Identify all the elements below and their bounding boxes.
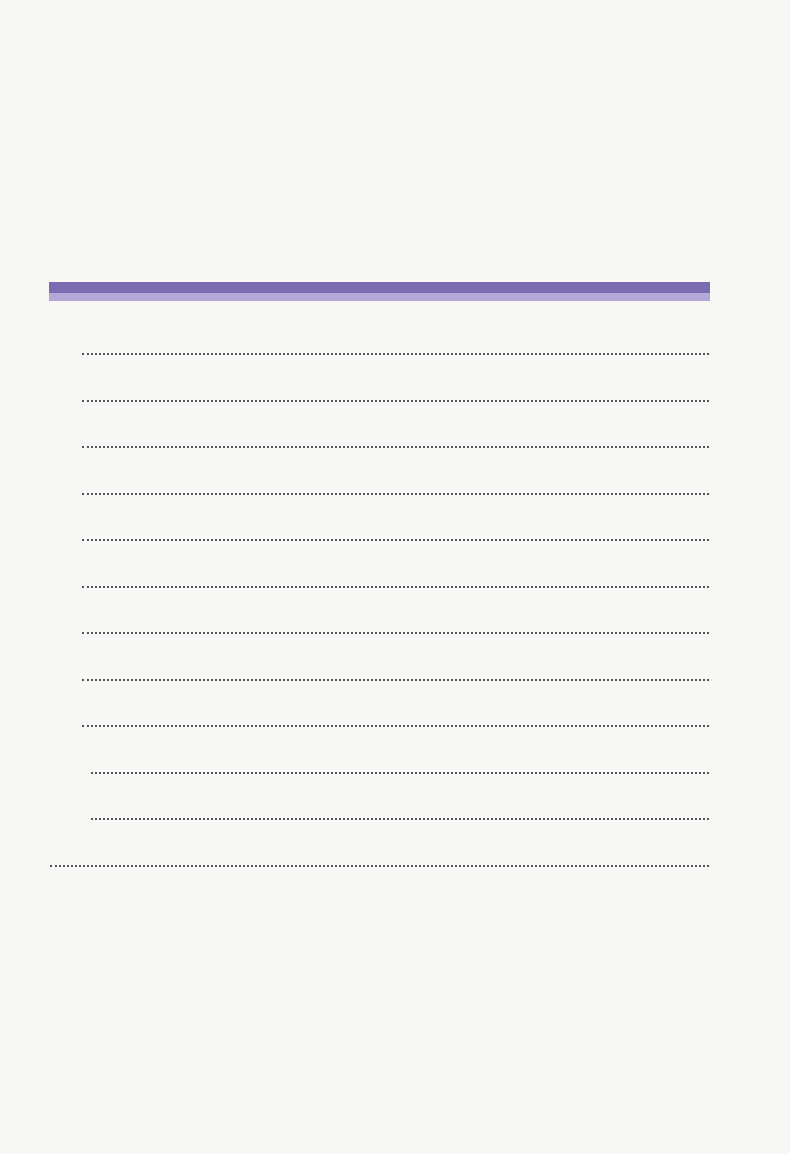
toc-dot-leader (82, 586, 709, 588)
toc-dot-leader (82, 493, 709, 495)
table-of-contents (50, 353, 712, 911)
toc-entry-2[interactable] (50, 400, 712, 447)
toc-dot-leader (82, 539, 709, 541)
divider-bar-bottom (49, 293, 710, 301)
toc-entry-1[interactable] (50, 353, 712, 400)
toc-dot-leader (82, 400, 709, 402)
toc-entry-6[interactable] (50, 586, 712, 633)
toc-dot-leader (91, 818, 709, 820)
toc-dot-leader (82, 446, 709, 448)
toc-dot-leader (82, 632, 709, 634)
toc-entry-3[interactable] (50, 446, 712, 493)
divider-bar-top (49, 282, 710, 293)
title-divider-bar (49, 282, 710, 301)
toc-entry-9[interactable] (50, 725, 712, 772)
toc-entry-8[interactable] (50, 679, 712, 726)
toc-entry-7[interactable] (50, 632, 712, 679)
toc-dot-leader (82, 353, 709, 355)
toc-dot-leader (82, 725, 709, 727)
toc-dot-leader (82, 679, 709, 681)
toc-entry-4[interactable] (50, 493, 712, 540)
toc-entry-5[interactable] (50, 539, 712, 586)
toc-entry-10[interactable] (50, 772, 712, 819)
toc-entry-index[interactable] (50, 865, 712, 912)
toc-dot-leader (50, 865, 709, 867)
toc-dot-leader (91, 772, 709, 774)
toc-entry-11[interactable] (50, 818, 712, 865)
